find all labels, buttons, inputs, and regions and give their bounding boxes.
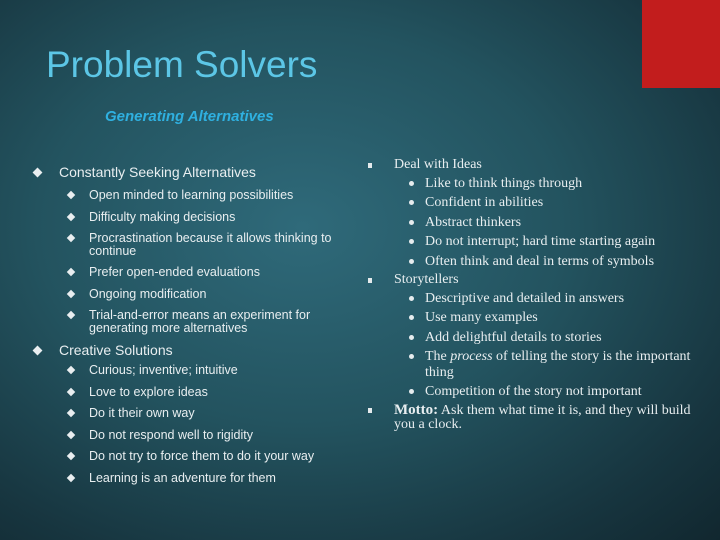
list-item-heading [32, 342, 362, 358]
list-item-text: Competition of the story not important [425, 383, 642, 399]
dot-bullet-icon [409, 181, 414, 186]
list-item-text: Difficulty making decisions [89, 209, 236, 224]
motto [366, 403, 706, 432]
list-item-text: Open minded to learning possibilities [89, 188, 294, 203]
dot-bullet-icon [409, 354, 414, 359]
dot-bullet-icon [409, 239, 414, 244]
group-heading: Constantly Seeking Alternatives [59, 164, 256, 180]
diamond-bullet-icon [67, 212, 75, 220]
list-item-text: Descriptive and detailed in answers [425, 290, 625, 306]
list-item [366, 349, 706, 380]
list-item-heading [366, 158, 706, 172]
list-item-text: Do not interrupt; hard time starting again [425, 234, 656, 250]
motto-text: Ask them what time it is, and they will build you a clock. [394, 403, 691, 433]
list-item-text: The process of telling the story is the important thing [425, 349, 691, 380]
list-item [32, 472, 362, 485]
list-item [32, 429, 362, 442]
diamond-bullet-icon [33, 346, 43, 356]
list-item-heading [366, 273, 706, 287]
list-item-heading [32, 164, 362, 180]
slide-title: Problem Solvers [46, 44, 318, 85]
accent-bar [642, 0, 720, 88]
diamond-bullet-icon [67, 473, 75, 481]
list-item [366, 234, 706, 249]
diamond-bullet-icon [33, 168, 43, 178]
list-item [32, 232, 362, 257]
diamond-bullet-icon [67, 366, 75, 374]
dot-bullet-icon [409, 389, 414, 394]
diamond-bullet-icon [67, 452, 75, 460]
dot-bullet-icon [409, 220, 414, 225]
left-column [32, 158, 362, 484]
dot-bullet-icon [409, 335, 414, 340]
list-item-text: Like to think things through [425, 176, 583, 191]
square-bullet-icon [368, 408, 372, 413]
diamond-bullet-icon [67, 234, 75, 242]
list-item [366, 195, 706, 210]
list-item [366, 176, 706, 191]
list-item [366, 291, 706, 306]
diamond-bullet-icon [67, 387, 75, 395]
dot-bullet-icon [409, 259, 414, 264]
list-item [32, 407, 362, 420]
list-item-text: Often think and deal in terms of symbols [425, 253, 655, 269]
list-item-text: Confident in abilities [425, 195, 544, 211]
list-item-text: Abstract thinkers [425, 214, 522, 230]
diamond-bullet-icon [67, 311, 75, 319]
list-item [366, 254, 706, 269]
list-item [32, 364, 362, 377]
list-item-text: Add delightful details to stories [425, 329, 602, 345]
group-heading: Deal with Ideas [394, 157, 482, 172]
diamond-bullet-icon [67, 289, 75, 297]
dot-bullet-icon [409, 296, 414, 301]
square-bullet-icon [368, 278, 372, 283]
dot-bullet-icon [409, 315, 414, 320]
list-item [32, 211, 362, 224]
list-item [366, 330, 706, 345]
list-item [32, 266, 362, 279]
list-item-text: Use many examples [425, 310, 538, 326]
slide-subtitle: Generating Alternatives [105, 108, 274, 125]
list-item-text: Learning is an adventure for them [89, 470, 276, 485]
list-item [32, 450, 362, 463]
list-item-text: Curious; inventive; intuitive [89, 363, 238, 378]
list-item [32, 189, 362, 202]
motto-label: Motto: [394, 402, 439, 419]
right-column [366, 158, 706, 432]
diamond-bullet-icon [67, 268, 75, 276]
list-item [32, 309, 362, 334]
list-item-text: Trial-and-error means an experiment for generating more alternatives [89, 308, 311, 335]
list-item [366, 310, 706, 325]
list-item-text: Do not try to force them to do it your way [89, 449, 315, 464]
diamond-bullet-icon [67, 409, 75, 417]
list-item [32, 288, 362, 301]
list-item-text: Do it their own way [89, 406, 195, 421]
diamond-bullet-icon [67, 191, 75, 199]
group-heading: Storytellers [394, 271, 459, 287]
list-item-text: Prefer open-ended evaluations [89, 265, 260, 280]
list-item [32, 386, 362, 399]
group-heading: Creative Solutions [59, 342, 173, 359]
list-item [366, 215, 706, 230]
list-item-text: Do not respond well to rigidity [89, 427, 253, 442]
list-item-text: Love to explore ideas [89, 384, 208, 399]
list-item-text: Procrastination because it allows thinking to continue [89, 231, 332, 258]
list-item-text: Ongoing modification [89, 286, 207, 301]
square-bullet-icon [368, 163, 372, 168]
list-item [366, 384, 706, 399]
dot-bullet-icon [409, 200, 414, 205]
diamond-bullet-icon [67, 430, 75, 438]
